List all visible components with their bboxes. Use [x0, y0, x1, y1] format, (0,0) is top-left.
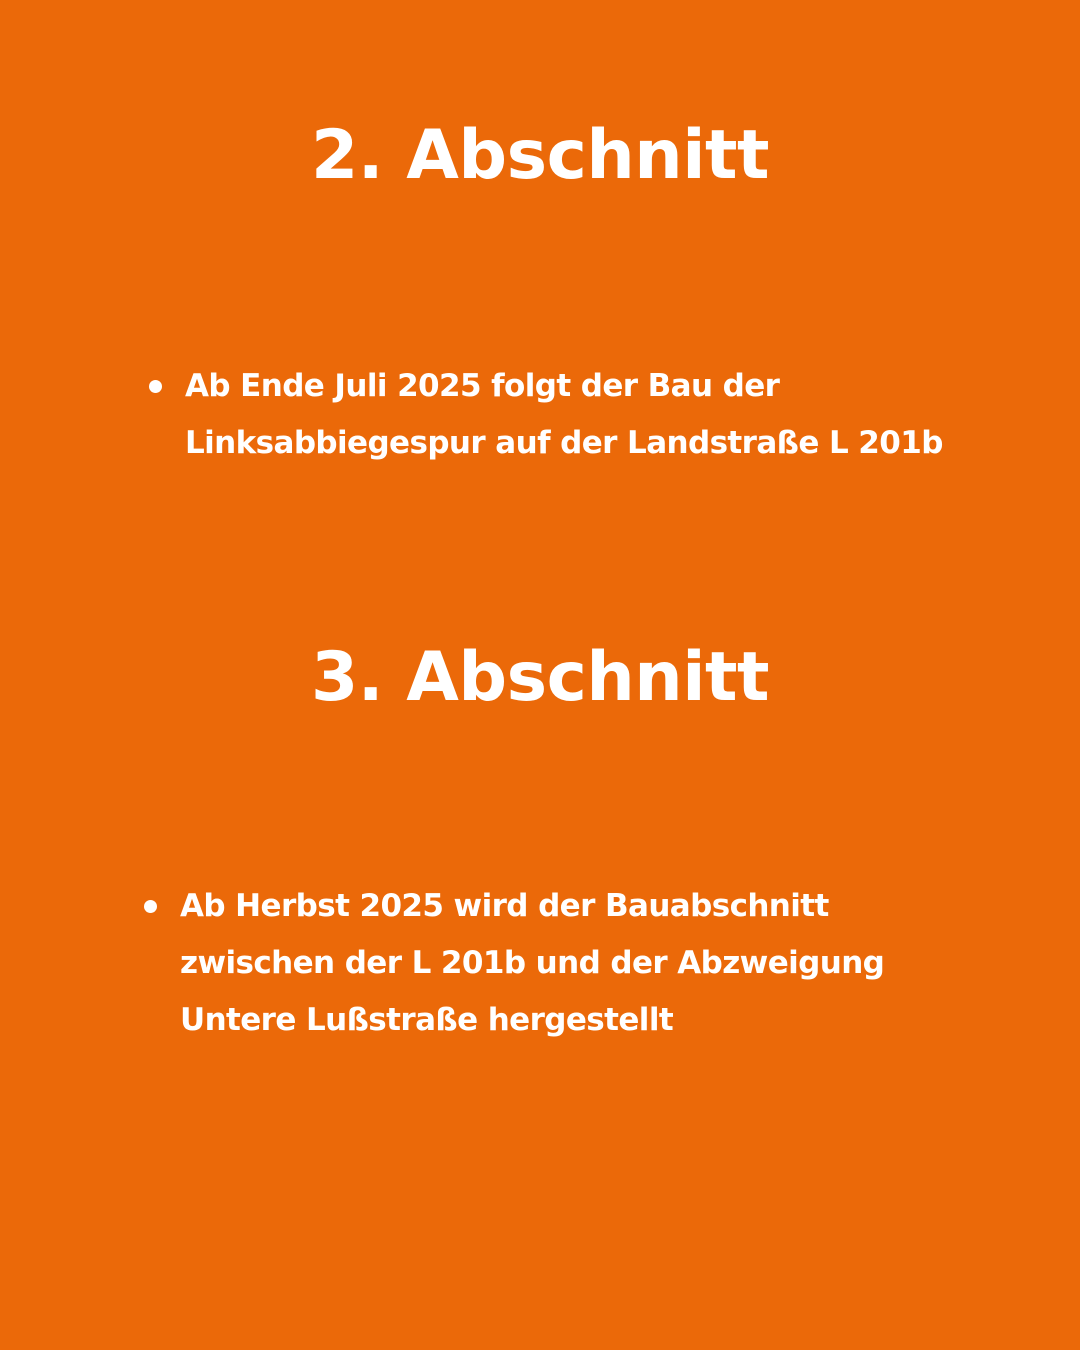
bullet-item: [149, 358, 943, 472]
bullet-text-line: Untere Lußstraße hergestellt: [180, 1002, 674, 1038]
bullet-icon: [144, 900, 157, 913]
bullet-text-line: Linksabbiegespur auf der Landstraße L 201b: [185, 425, 943, 461]
bullet-text-line: Ab Ende Juli 2025 folgt der Bau der: [185, 368, 780, 404]
bullet-item: [144, 878, 884, 1049]
bullet-list-section-3: [144, 878, 884, 1049]
bullet-icon: [149, 380, 162, 393]
section-heading-2: 2. Abschnitt: [310, 116, 770, 195]
bullet-text-line: Ab Herbst 2025 wird der Bauabschnitt: [180, 888, 829, 924]
section-heading-3: 3. Abschnitt: [310, 638, 770, 717]
bullet-list-section-2: [149, 358, 943, 472]
bullet-text-line: zwischen der L 201b und der Abzweigung: [180, 945, 885, 981]
